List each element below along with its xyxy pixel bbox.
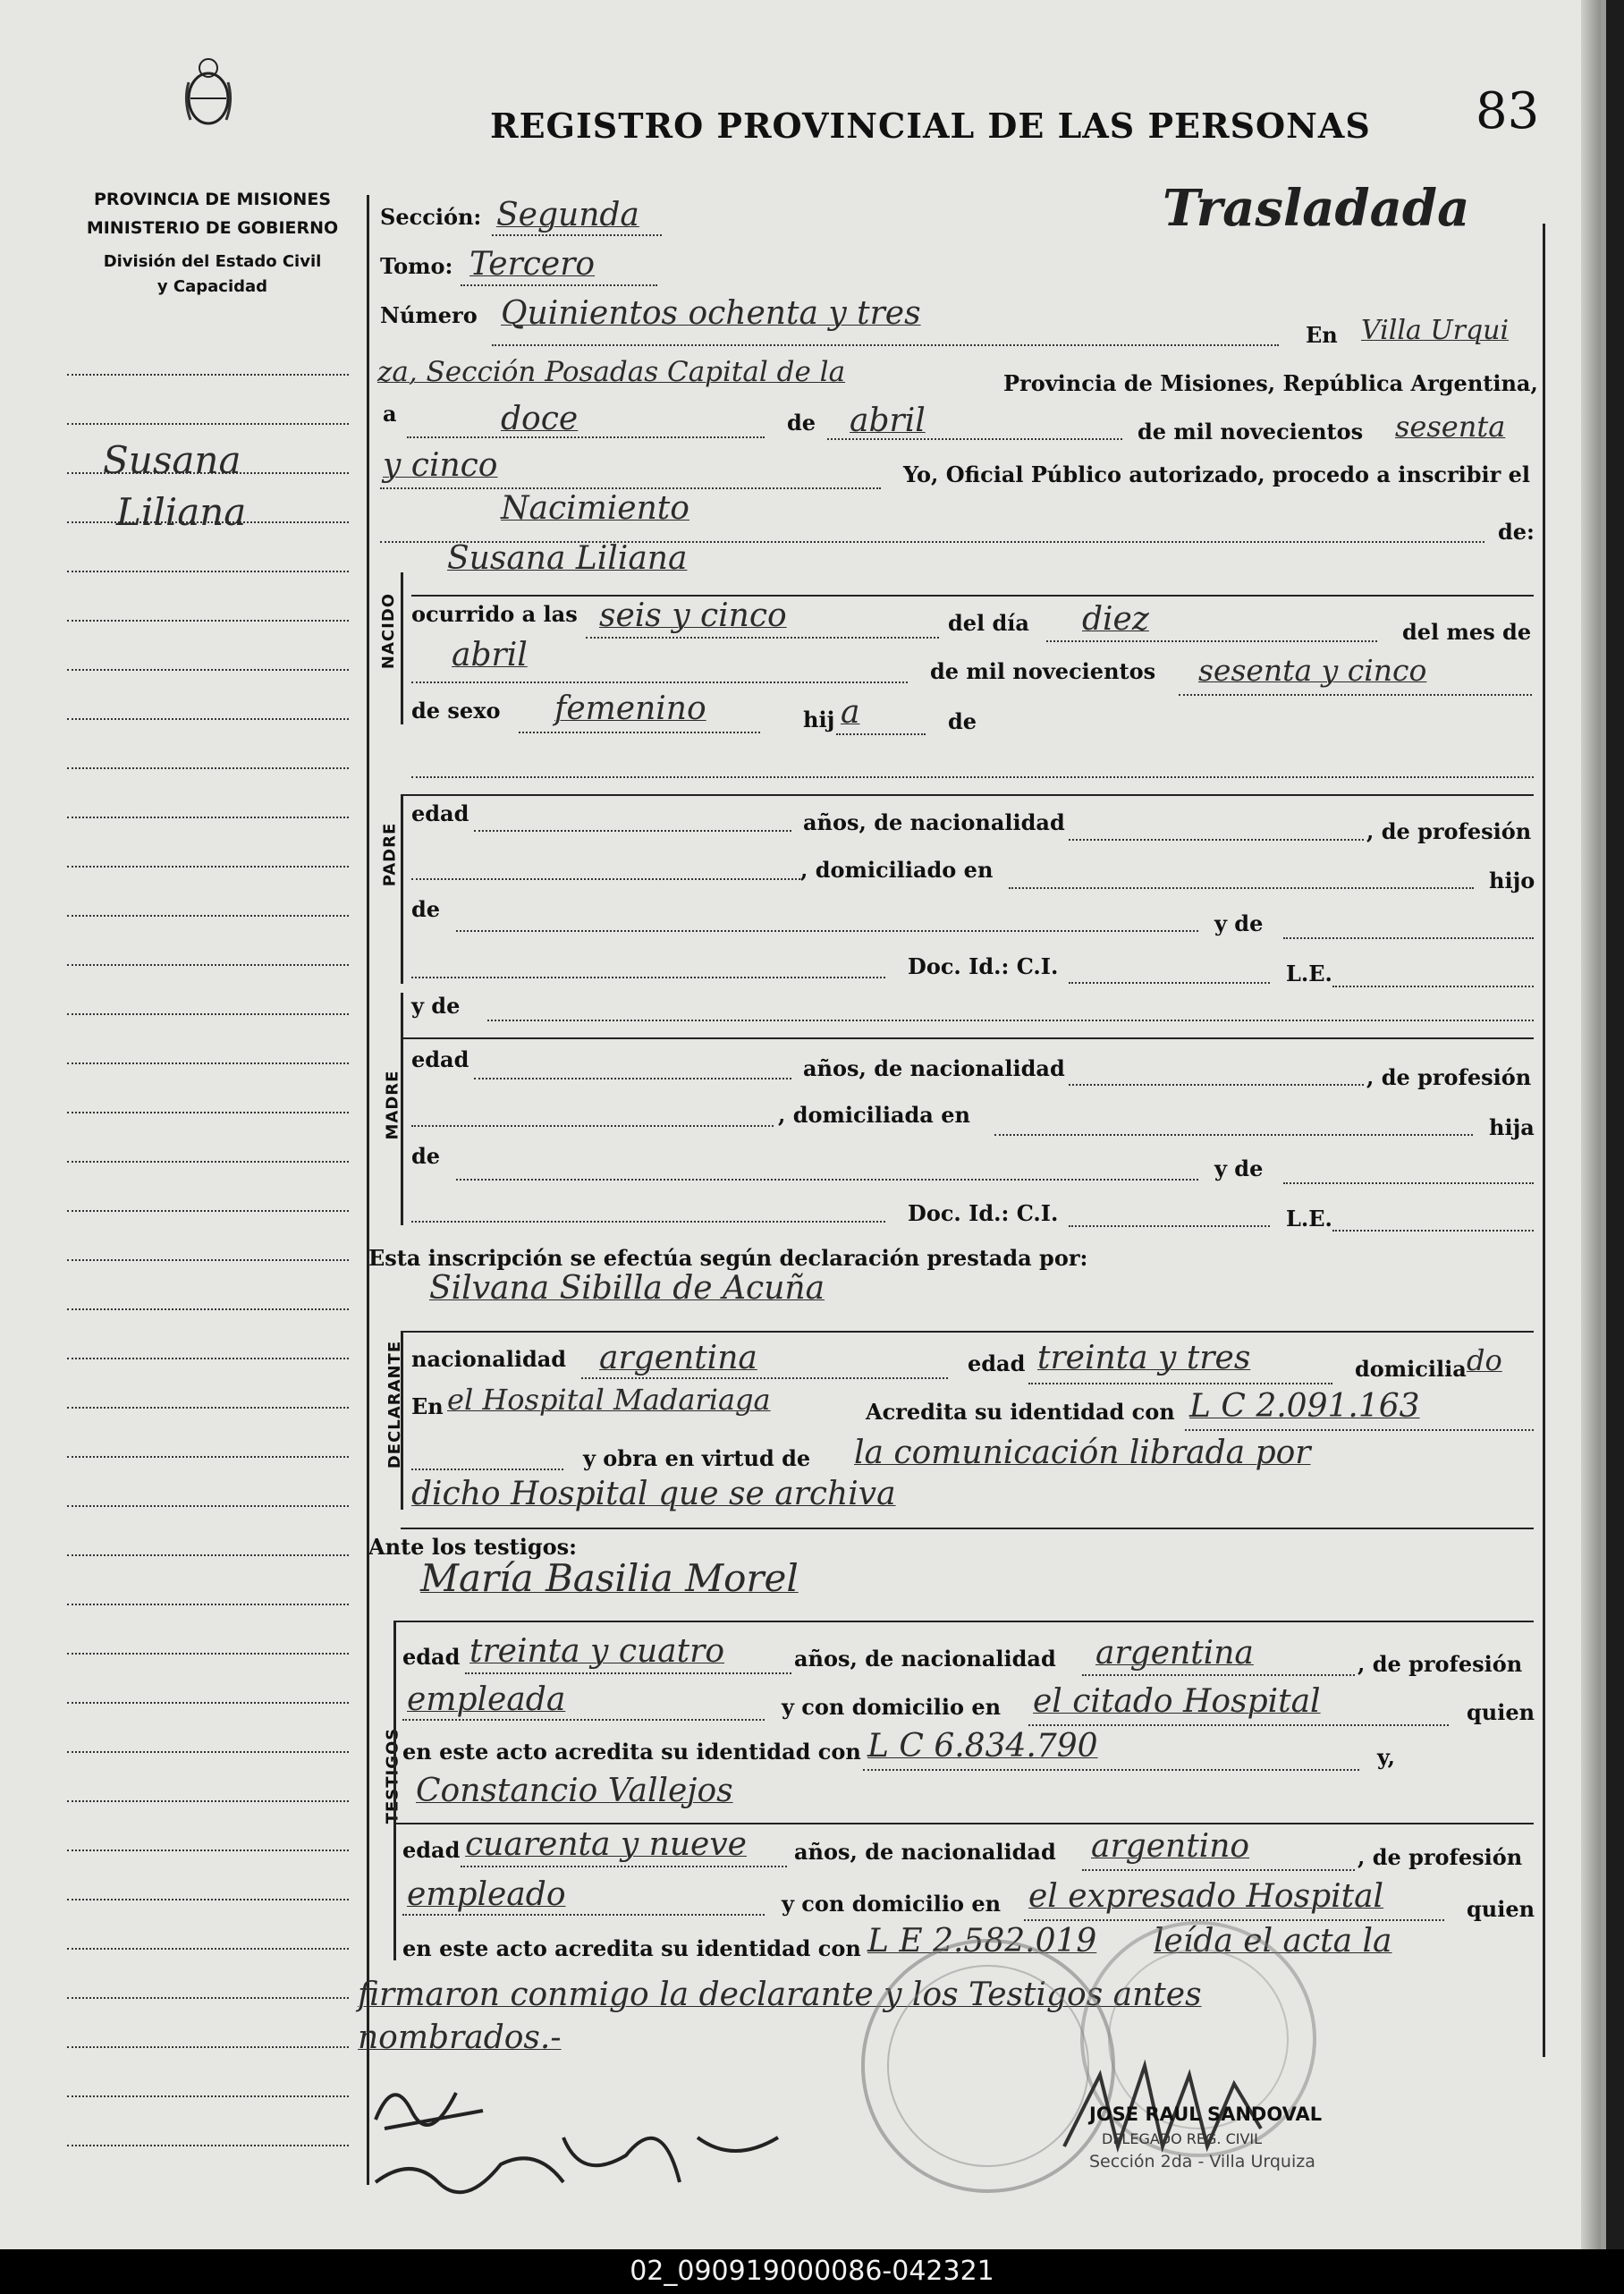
label-padre-edad: edad (411, 800, 469, 826)
field-tomo: Tercero (469, 246, 596, 283)
division-line-2: y Capacidad (156, 277, 268, 296)
margin-line (67, 1604, 349, 1605)
label-padre-le: L.E. (1286, 961, 1332, 986)
margin-name-1: Susana (103, 438, 241, 482)
label-t1-profesion: , de profesión (1358, 1651, 1523, 1677)
label-acredita: Acredita su identidad con (866, 1399, 1175, 1425)
label-t1-anios: años, de nacionalidad (794, 1646, 1056, 1672)
underline (402, 1914, 765, 1916)
margin-line (67, 1899, 349, 1900)
field-decl-domicilio: el Hospital Madariaga (447, 1383, 771, 1417)
label-domicilia: domicilia (1355, 1356, 1467, 1382)
section-divider (401, 794, 1534, 796)
field-mes-nac: abril (452, 637, 528, 673)
label-t1-acredita: en este acto acredita su identidad con (402, 1739, 861, 1765)
label-t1-domicilio: y con domicilio en (782, 1694, 1002, 1720)
section-divider (393, 1823, 1534, 1824)
margin-line (67, 1308, 349, 1310)
underline (836, 733, 926, 735)
field-anio-2: y cinco (383, 447, 498, 484)
label-testigos: Ante los testigos: (368, 1534, 578, 1560)
label-de-mil: de mil novecientos (1138, 419, 1364, 444)
margin-line (67, 1751, 349, 1753)
underline (586, 637, 939, 639)
underline (492, 344, 1279, 346)
label-padre-profesion: , de profesión (1366, 818, 1532, 844)
label-padre-y-de: y de (1214, 910, 1264, 936)
field-decl-domicilia-suffix: do (1467, 1343, 1502, 1377)
underline (411, 595, 1534, 597)
label-padre-anios: años, de nacionalidad (803, 809, 1065, 835)
underline (1082, 1674, 1355, 1676)
underline (411, 1469, 563, 1470)
province-name: PROVINCIA DE MISIONES (93, 190, 332, 209)
margin-line (67, 1653, 349, 1655)
label-madre-y-de: y de (411, 993, 461, 1019)
ministry-name: MINISTERIO DE GOBIERNO (86, 218, 339, 238)
label-t2-edad: edad (402, 1837, 461, 1863)
margin-line (67, 1850, 349, 1851)
label-numero: Número (380, 302, 478, 328)
label-seccion: Sección: (380, 204, 482, 230)
field-decl-edad: treinta y tres (1037, 1340, 1251, 1376)
margin-line (67, 866, 349, 868)
field-numero: Quinientos ochenta y tres (501, 295, 921, 332)
field-sexo: femenino (554, 690, 706, 727)
label-t2-anios: años, de nacionalidad (794, 1839, 1056, 1865)
underline (461, 1866, 787, 1867)
label-decl-edad: edad (968, 1350, 1026, 1376)
section-rule (393, 1621, 396, 1960)
page-title: REGISTRO PROVINCIAL DE LAS PERSONAS (490, 106, 1371, 146)
field-decl-virtud: la comunicación librada por (854, 1435, 1311, 1471)
field-decl-virtud-2: dicho Hospital que se archiva (411, 1476, 896, 1512)
field-decl-doc: L C 2.091.163 (1189, 1388, 1420, 1425)
margin-line (67, 2145, 349, 2146)
label-madre-y-de-2: y de (1214, 1155, 1264, 1181)
division-line-1: División del Estado Civil (103, 252, 322, 271)
margin-line (67, 1210, 349, 1212)
margin-line (67, 1997, 349, 1999)
margin-line (67, 1013, 349, 1015)
underline (1332, 1230, 1534, 1232)
label-t2-quien: quien (1467, 1896, 1535, 1922)
field-dia-nac: diez (1082, 601, 1149, 638)
underline (465, 1672, 791, 1674)
field-t1-doc: L C 6.834.790 (867, 1728, 1098, 1765)
section-divider (401, 1528, 1534, 1529)
label-madre-profesion: , de profesión (1366, 1064, 1532, 1090)
label-de-colon: de: (1498, 519, 1535, 545)
section-rule (401, 572, 403, 724)
section-divider (401, 1037, 1534, 1039)
underline (863, 1769, 1359, 1771)
annotation-trasladada: Trasladada (1163, 179, 1470, 238)
field-mes: abril (850, 402, 926, 439)
underline (1283, 1182, 1534, 1184)
stamp-role: DELEGADO REG. CIVIL (1102, 2130, 1263, 2147)
stamp-name: JOSE RAUL SANDOVAL (1089, 2104, 1323, 2125)
label-tomo: Tomo: (380, 253, 453, 279)
label-declaracion: Esta inscripción se efectúa según declaración prestada por: (368, 1245, 1088, 1271)
label-de-2: de (948, 708, 977, 734)
field-en-lugar: Villa Urqui (1361, 315, 1510, 346)
underline (474, 830, 791, 832)
margin-line (67, 1407, 349, 1409)
label-t2-profesion: , de profesión (1358, 1844, 1523, 1870)
label-hija: hija (1489, 1114, 1535, 1140)
field-t1-nac: argentina (1095, 1635, 1254, 1672)
margin-line (67, 1161, 349, 1163)
field-nombre: Susana Liliana (447, 540, 688, 577)
section-label-madre: MADRE (383, 1070, 402, 1140)
underline (407, 436, 765, 438)
section-rule (401, 1331, 403, 1510)
section-divider (393, 1621, 1534, 1622)
label-de: de (787, 410, 816, 436)
field-anio: sesenta (1395, 410, 1506, 444)
label-en: En (1306, 322, 1338, 348)
underline (411, 1125, 774, 1127)
margin-line (67, 620, 349, 622)
underline (456, 930, 1198, 932)
margin-line (67, 2095, 349, 2097)
label-a: a (383, 401, 397, 427)
field-dia: doce (501, 401, 579, 437)
label-ocurrido: ocurrido a las (411, 601, 578, 627)
label-madre-edad: edad (411, 1046, 469, 1072)
margin-line (67, 2046, 349, 2048)
margin-line (67, 1358, 349, 1359)
field-seccion: Segunda (496, 197, 639, 233)
label-t2-domicilio: y con domicilio en (782, 1891, 1002, 1917)
label-del-dia: del día (948, 610, 1029, 636)
field-decl-nacionalidad: argentina (599, 1340, 757, 1376)
underline (411, 681, 908, 683)
underline (1283, 937, 1534, 939)
underline (1069, 1084, 1364, 1086)
label-oficial: Yo, Oficial Público autorizado, procedo a inscribir el (903, 461, 1531, 487)
underline (1069, 982, 1270, 984)
field-declarante: Silvana Sibilla de Acuña (429, 1270, 825, 1307)
underline (461, 284, 657, 286)
label-padre-de: de (411, 896, 441, 922)
label-madre-domiciliada: , domiciliada en (778, 1102, 970, 1128)
underline (411, 1221, 885, 1223)
underline (519, 732, 760, 733)
underline (1069, 839, 1364, 841)
margin-line (67, 1800, 349, 1802)
section-label-testigos: TESTIGOS (383, 1727, 402, 1824)
section-rule (401, 794, 403, 984)
underline (1185, 1429, 1534, 1431)
field-testigo2: Constancio Vallejos (416, 1773, 733, 1809)
underline (1009, 887, 1474, 889)
field-testigo1: María Basilia Morel (420, 1556, 799, 1600)
underline (1179, 694, 1532, 696)
field-t2-dom: el expresado Hospital (1028, 1878, 1384, 1915)
field-hij-suffix: a (841, 694, 860, 731)
underline (994, 1134, 1473, 1136)
label-madre-anios: años, de nacionalidad (803, 1055, 1065, 1081)
margin-line (67, 423, 349, 425)
field-t2-edad: cuarenta y nueve (465, 1826, 747, 1863)
field-t2-doc: L E 2.582.019 (867, 1923, 1097, 1960)
underline (456, 1179, 1198, 1181)
page-number: 83 (1476, 82, 1540, 140)
margin-line (67, 1112, 349, 1113)
margin-line (67, 915, 349, 917)
label-provincia: Provincia de Misiones, República Argentina, (1003, 370, 1538, 396)
main-right-rule (1543, 224, 1545, 2057)
footer-id: 02_090919000086-042321 (630, 2256, 994, 2287)
label-hijo: hijo (1489, 868, 1535, 893)
label-de-sexo: de sexo (411, 698, 501, 724)
field-t1-prof: empleada (407, 1681, 566, 1718)
underline (487, 1020, 1534, 1021)
closing-line-2: nombrados.- (358, 2019, 562, 2056)
underline (581, 1377, 948, 1379)
field-t2-after: leída el acta la (1154, 1923, 1392, 1960)
main-left-rule (367, 195, 369, 2185)
label-t1-quien: quien (1467, 1699, 1535, 1725)
underline (411, 776, 1534, 778)
underline (1069, 1225, 1270, 1227)
margin-line (67, 669, 349, 671)
signatures (358, 2057, 823, 2200)
label-decl-en: En (411, 1393, 444, 1419)
label-nacionalidad: nacionalidad (411, 1346, 567, 1372)
underline (1332, 986, 1534, 987)
underline (474, 1078, 791, 1079)
label-t1-y: y, (1377, 1744, 1396, 1770)
section-divider (401, 1331, 1534, 1333)
underline (380, 487, 881, 489)
field-anio-nac: sesenta y cinco (1198, 653, 1427, 688)
field-hora: seis y cinco (599, 597, 787, 634)
label-hij: hij (803, 707, 835, 732)
field-t2-prof: empleado (407, 1876, 566, 1913)
section-label-padre: PADRE (380, 822, 400, 887)
field-acto: Nacimiento (501, 490, 689, 527)
margin-line (67, 374, 349, 376)
underline (1082, 1869, 1355, 1871)
closing-line-1: firmaron conmigo la declarante y los Testigos antes (358, 1977, 1202, 2013)
margin-line (67, 571, 349, 572)
underline (1028, 1383, 1332, 1384)
field-t1-dom: el citado Hospital (1033, 1683, 1321, 1720)
underline (411, 878, 800, 880)
margin-line (67, 767, 349, 769)
label-del-mes: del mes de (1402, 619, 1532, 645)
label-madre-le: L.E. (1286, 1206, 1332, 1232)
label-padre-doc: Doc. Id.: C.I. (908, 953, 1059, 979)
field-t1-edad: treinta y cuatro (469, 1633, 724, 1670)
margin-line (67, 1948, 349, 1950)
stamp-place: Sección 2da - Villa Urquiza (1089, 2152, 1315, 2171)
underline (827, 438, 1122, 440)
label-obra: y obra en virtud de (583, 1445, 811, 1471)
label-padre-domiciliado: , domiciliado en (800, 857, 994, 883)
underline (1028, 1724, 1449, 1726)
page-edge (1581, 0, 1601, 2249)
field-t2-nac: argentino (1091, 1828, 1250, 1865)
label-de-mil-nac: de mil novecientos (930, 658, 1156, 684)
margin-name-2: Liliana (116, 490, 247, 534)
label-t2-acredita: en este acto acredita su identidad con (402, 1935, 861, 1961)
margin-line (67, 1456, 349, 1458)
margin-line (67, 1554, 349, 1556)
margin-line (67, 1702, 349, 1704)
underline (1046, 640, 1377, 642)
margin-line (67, 1062, 349, 1064)
margin-line (67, 1259, 349, 1261)
underline (402, 1719, 765, 1721)
margin-line (67, 1505, 349, 1507)
label-madre-de: de (411, 1143, 441, 1169)
field-en-lugar-2: za, Sección Posadas Capital de la (377, 356, 846, 388)
label-t1-edad: edad (402, 1644, 461, 1670)
underline (411, 977, 885, 978)
margin-line (67, 817, 349, 818)
label-madre-doc: Doc. Id.: C.I. (908, 1200, 1059, 1226)
margin-line (67, 718, 349, 720)
coat-of-arms-icon (183, 55, 233, 129)
underline (492, 234, 662, 236)
section-label-declarante: DECLARANTE (385, 1340, 405, 1469)
section-label-nacido: NACIDO (379, 592, 399, 670)
margin-line (67, 964, 349, 966)
